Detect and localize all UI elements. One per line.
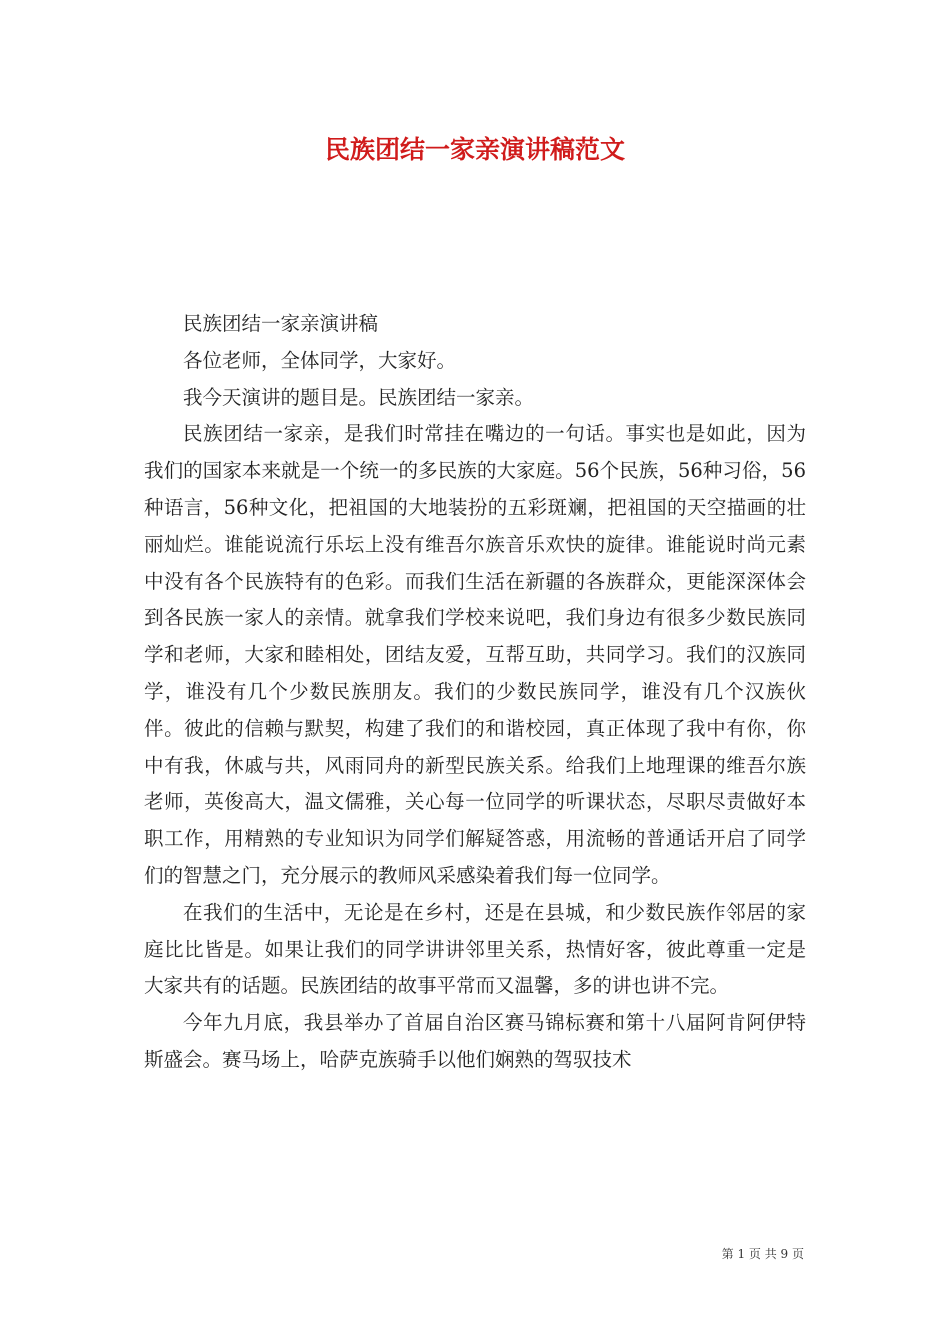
page-number: 第 1 页 共 9 页 xyxy=(721,1247,804,1261)
paragraph-topic: 我今天演讲的题目是。民族团结一家亲。 xyxy=(183,385,535,409)
document-body xyxy=(144,306,806,1079)
paragraph-body-1: 民族团结一家亲，是我们时常挂在嘴边的一句话。事实也是如此，因为我们的国家本来就是一个统一的多民族的大家庭。56个民族，56种习俗，56种语言，56种文化，把祖国的大地装扮的五彩斑斓，把祖国的天空描画的壮丽灿烂。谁能说流行乐坛上没有维吾尔族音乐欢快的旋律。谁能说时尚元素中没有各个民族特有的色彩。而我们生活在新疆的各族群众，更能深深体会到各民族一家人的亲情。就拿我们学校来说吧，我们身边有很多少数民族同学和老师，大家和睦相处，团结友爱，互帮互助，共同学习。我们的汉族同学，谁没有几个少数民族朋友。我们的少数民族同学，谁没有几个汉族伙伴。彼此的信赖与默契，构建了我们的和谐校园，真正体现了我中有你，你中有我，休戚与共，风雨同舟的新型民族关系。给我们上地理课的维吾尔族老师，英俊高大，温文儒雅，关心每一位同学的听课状态，尽职尽责做好本职工作，用精熟的专业知识为同学们解疑答惑，用流畅的普通话开启了同学们的智慧之门，充分展示的教师风采感染着我们每一位同学。 xyxy=(144,422,806,887)
paragraph-greeting: 各位老师，全体同学，大家好。 xyxy=(183,348,457,372)
document-title: 民族团结一家亲演讲稿范文 xyxy=(324,135,625,164)
paragraph-body-2: 在我们的生活中，无论是在乡村，还是在县城，和少数民族作邻居的家庭比比皆是。如果让我们的同学讲讲邻里关系，热情好客，彼此尊重一定是大家共有的话题。民族团结的故事平常而又温馨，多的讲也讲不完。 xyxy=(144,900,806,998)
paragraph-body-3: 今年九月底，我县举办了首届自治区赛马锦标赛和第十八届阿肯阿伊特斯盛会。赛马场上，哈萨克族骑手以他们娴熟的驾驭技术 xyxy=(144,1011,806,1071)
paragraph-speech-heading: 民族团结一家亲演讲稿 xyxy=(183,312,379,335)
